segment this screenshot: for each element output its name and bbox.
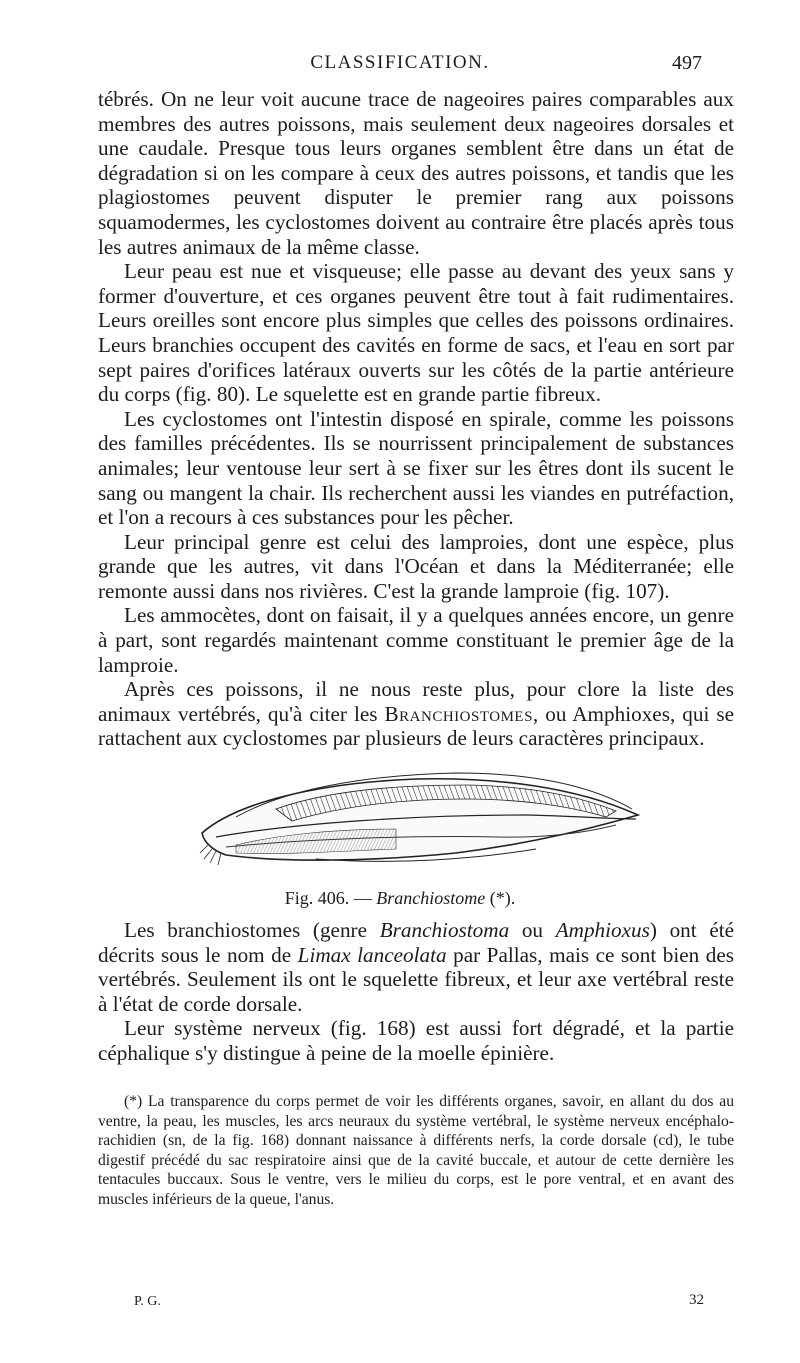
sheet-number: 32 xyxy=(689,1292,704,1308)
paragraph-7-text-a: Les branchiostomes (genre xyxy=(124,918,380,942)
paragraph-2: Leur peau est nue et visqueuse; elle passe au devant des yeux sans y former d'ouverture, et ces organes peuvent être tout à fait rudimentaires. Leurs oreilles sont encore plus simples que celles des poissons ordinaires. Leurs branchies occupent des cavités en forme de sacs, et l'eau en sort par sept paires d'orifices latéraux ouverts sur les côtés de la partie antérieure du corps (fig. 80). Le squelette est en grande partie fibreux. xyxy=(98,259,734,407)
main-text xyxy=(98,87,734,751)
branchiostome-figure xyxy=(196,763,644,881)
paragraph-8: Leur système nerveux (fig. 168) est aussi fort dégradé, et la partie céphalique s'y distingue à peine de la moelle épinière. xyxy=(98,1016,734,1065)
printer-signature: P. G. xyxy=(134,1294,161,1309)
paragraph-6 xyxy=(98,677,734,751)
paragraph-7-text-c: ) ont été décrits sous le nom de xyxy=(98,918,735,967)
footnote-text: (*) La transparence du corps permet de voir les différents organes, savoir, en allant du dos au ventre, la peau, les muscles, les arcs neuraux du système vertébral, le système nerveux encéphalo-rachidien (sn, de la fig. 168) donnant naissance à différents nerfs, la corde dorsale (cd), le tube digestif précédé du sac respiratoire ainsi que de la cavité buccale, et autour de cette dernière les tentacules buccaux. Sous le ventre, vers le milieu du corps, est le pore ventral, et en avant des muscles inférieurs de la queue, l'anus. xyxy=(98,1093,734,1208)
figure-label: Fig. 406. — xyxy=(284,888,372,908)
figure-caption xyxy=(0,888,800,909)
paragraph-1: tébrés. On ne leur voit aucune trace de nageoires paires comparables aux membres des autres poissons, mais seulement deux nageoires dorsales et une caudale. Presque tous leurs organes semblent être dans un état de dégradation si on les compare à ceux des autres poissons, et tandis que les plagiostomes peuvent disputer le premier rang aux poissons squamodermes, les cyclostomes doivent au contraire être placés après tous les autres animaux de la même classe. xyxy=(98,87,734,259)
running-title: CLASSIFICATION. xyxy=(310,52,490,73)
paragraph-6-text-b: , ou Amphioxes, qui se rattachent aux cyclostomes par plusieurs de leurs caractères principaux. xyxy=(98,701,734,751)
paragraph-4: Leur principal genre est celui des lamproies, dont une espèce, plus grande que les autres, vit dans l'Océan et dans la Méditerranée; elle remonte aussi dans nos rivières. C'est la grande lamproie (fig. 107). xyxy=(98,529,734,603)
branchiostomes-term: Branchiostomes xyxy=(384,701,533,726)
main-text-continued xyxy=(98,918,734,1066)
genus-branchiostoma: Branchiostoma xyxy=(379,918,510,942)
genus-amphioxus: Amphioxus xyxy=(555,918,650,942)
footnote xyxy=(98,1092,734,1210)
branchiostome-illustration xyxy=(196,763,644,881)
paragraph-3: Les cyclostomes ont l'intestin disposé en spirale, comme les poissons des familles précédentes. Ils se nourrissent principalement de substances animales; leur ventouse leur sert à se fixer sur les êtres dont ils sucent le sang ou mangent la chair. Ils recherchent aussi les viandes en putréfaction, et l'on a recours à ces substances pour les pêcher. xyxy=(98,406,734,530)
figure-caption-title: Branchiostome xyxy=(376,888,486,908)
paragraph-5: Les ammocètes, dont on faisait, il y a quelques années encore, un genre à part, sont regardés maintenant comme constituant le premier âge de la lamproie. xyxy=(98,603,734,677)
paragraph-7-text-d: par Pallas, mais ce sont bien des vertébrés. Seulement ils ont le squelette fibreux, et leur axe vertébral reste à l'état de corde dorsale. xyxy=(98,942,734,1016)
figure-caption-note: (*). xyxy=(489,888,516,908)
page-header xyxy=(0,52,800,82)
page-number: 497 xyxy=(672,52,702,74)
paragraph-7-text-b: ou xyxy=(509,918,556,942)
paragraph-6-text-a: Après ces poissons, il ne nous reste plus, pour clore la liste des animaux vertébrés, qu'à citer les xyxy=(98,677,734,726)
paragraph-7 xyxy=(98,918,734,1016)
species-limax-lanceolata: Limax lanceolata xyxy=(297,942,447,967)
